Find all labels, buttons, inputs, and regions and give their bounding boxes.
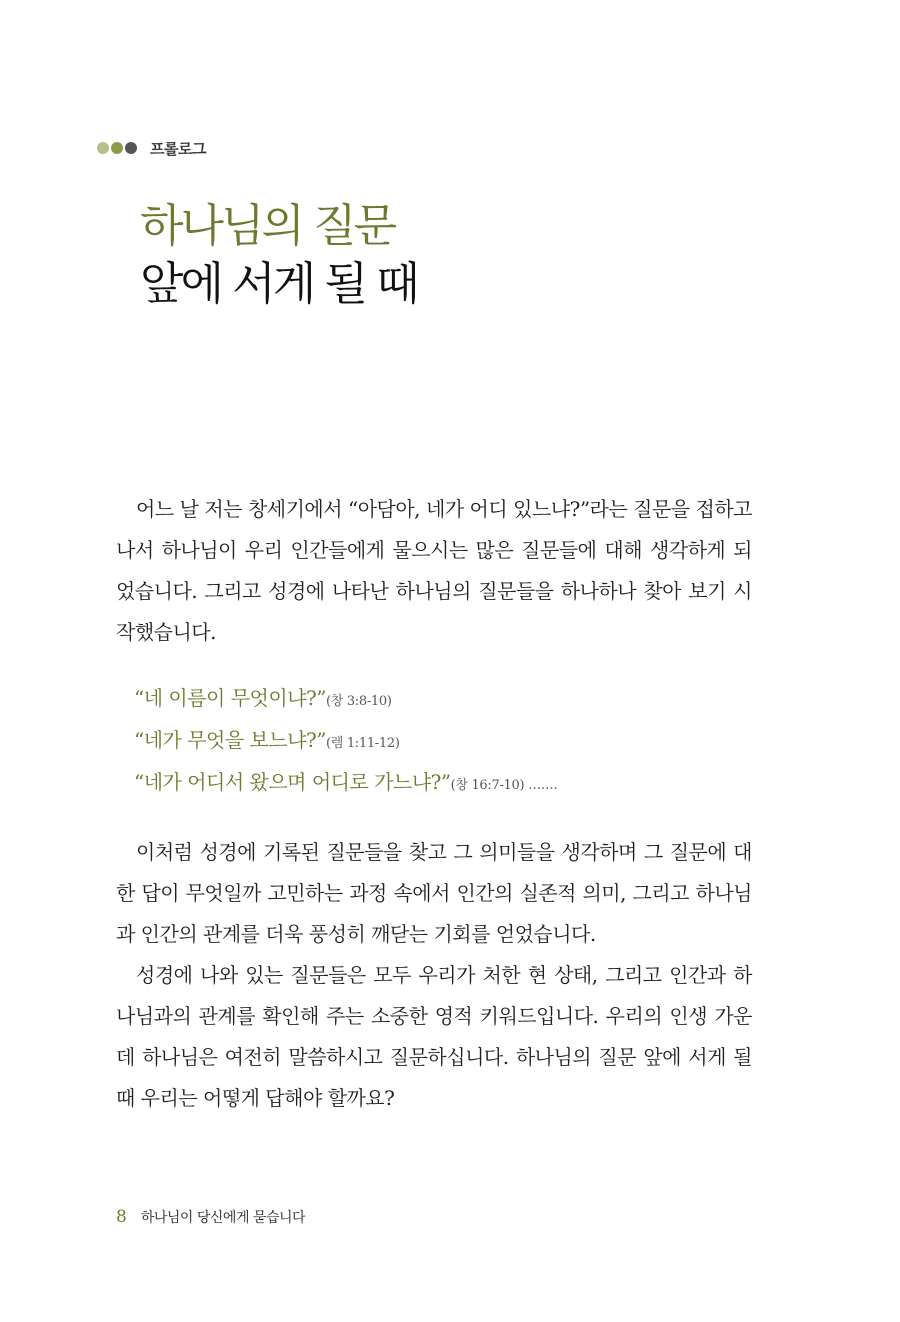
quote-item (134, 763, 754, 805)
title-line-1: 하나님의 질문 (140, 199, 395, 252)
dot-medium (111, 142, 123, 154)
quote-reference: (창 16:7-10) (450, 778, 525, 793)
title-line-2: 앞에 서게 될 때 (140, 257, 417, 310)
quote-text: “네가 어디서 왔으며 어디로 가느냐?” (134, 770, 451, 794)
quote-reference: (렘 1:11-12) (325, 736, 400, 751)
quote-ellipsis: ……. (524, 778, 558, 793)
quote-item (134, 721, 754, 763)
quote-reference: (창 3:8-10) (325, 694, 392, 709)
closing-paragraph-1: 이처럼 성경에 기록된 질문들을 찾고 그 의미들을 생각하며 그 질문에 대한 답이 무엇일까 고민하는 과정 속에서 인간의 실존적 의미, 그리고 하나님과 인간의 관계를 더욱 풍성히 깨닫는 기회를 얻었습니다. (116, 840, 752, 946)
closing-section (116, 832, 752, 1119)
quote-item (134, 679, 754, 721)
page-footer (116, 1207, 305, 1227)
section-dots-icon (97, 142, 139, 154)
quote-text: “네 이름이 무엇이냐?” (134, 686, 326, 710)
section-label: 프롤로그 (150, 139, 206, 158)
quote-text: “네가 무엇을 보느냐?” (134, 728, 326, 752)
quote-list (134, 679, 754, 805)
page-number: 8 (116, 1207, 127, 1227)
dot-dark (125, 142, 137, 154)
closing-paragraph-2: 성경에 나와 있는 질문들은 모두 우리가 처한 현 상태, 그리고 인간과 하나님과의 관계를 확인해 주는 소중한 영적 키워드입니다. 우리의 인생 가운데 하나님은 여전히 말씀하시고 질문하십니다. 하나님의 질문 앞에 서게 될 때 우리는 어떻게 답해야 할까요? (116, 963, 752, 1110)
section-header (97, 137, 206, 159)
running-title: 하나님이 당신에게 묻습니다 (140, 1210, 306, 1226)
dot-light (97, 142, 109, 154)
intro-section (116, 489, 752, 653)
chapter-title (140, 196, 417, 312)
intro-paragraph: 어느 날 저는 창세기에서 “아담아, 네가 어디 있느냐?”라는 질문을 접하고 나서 하나님이 우리 인간들에게 물으시는 많은 질문들에 대해 생각하게 되었습니다. 그리고 성경에 나타난 하나님의 질문들을 하나하나 찾아 보기 시작했습니다. (116, 497, 752, 644)
